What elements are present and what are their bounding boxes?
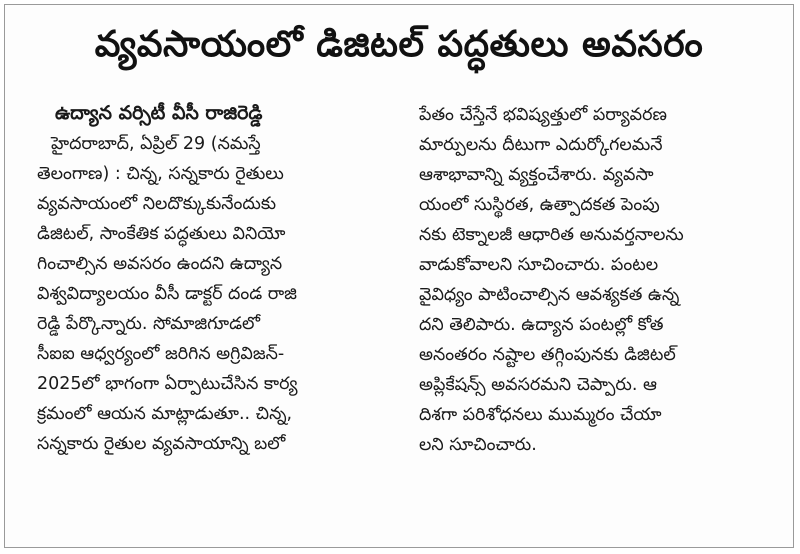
body-line: అనంతరం నష్టాల తగ్గింపునకు డిజిటల్ bbox=[419, 345, 676, 365]
body-line: సీఐఐ ఆధ్వర్యంలో జరిగిన అగ్రివిజన్- bbox=[37, 344, 285, 364]
body-line: 2025లో భాగంగా ఏర్పాటుచేసిన కార్య bbox=[37, 374, 298, 394]
body-line: ఆశాభావాన్ని వ్యక్తంచేశారు. వ్యవసా bbox=[419, 165, 654, 185]
body-line: మార్పులను దీటుగా ఎదుర్కోగలమనే bbox=[419, 135, 663, 155]
body-line: అప్లికేషన్స్ అవసరమని చెప్పారు. ఆ bbox=[419, 375, 657, 395]
byline: ఉద్యాన వర్సిటీ వీసీ రాజిరెడ్డి bbox=[55, 102, 263, 124]
headline: వ్యవసాయంలో డిజిటల్ పద్ధతులు అవసరం bbox=[94, 24, 704, 65]
body-line: హైదరాబాద్, ఏప్రిల్ 29 (నమస్తే bbox=[51, 134, 261, 154]
left-column bbox=[37, 97, 382, 459]
body-line: యంలో సుస్థిరత, ఉత్పాదకత పెంపు bbox=[419, 195, 660, 215]
body-line: పేతం చేస్తేనే భవిష్యత్తులో పర్యావరణ bbox=[419, 105, 667, 125]
body-line: వాడుకోవాలని సూచించారు. పంటల bbox=[419, 255, 659, 275]
body-line: దని తెలిపారు. ఉద్యాన పంటల్లో కోత bbox=[419, 315, 664, 335]
body-line: గించాల్సిన అవసరం ఉందని ఉద్యాన bbox=[37, 254, 283, 274]
body-line: రెడ్డి పేర్కొన్నారు. సోమాజిగూడలో bbox=[37, 314, 261, 334]
body-line: డిజిటల్, సాంకేతిక పద్ధతులు వినియో bbox=[37, 224, 286, 244]
news-clipping bbox=[4, 4, 794, 548]
body-line: దిశగా పరిశోధనలు ముమ్మరం చేయా bbox=[419, 405, 662, 425]
body-line: విశ్వవిద్యాలయం వీసీ డాక్టర్ దండ రాజి bbox=[37, 284, 297, 304]
body-line: క్రమంలో ఆయన మాట్లాడుతూ.. చిన్న, bbox=[37, 404, 293, 424]
body-line: తెలంగాణ) : చిన్న, సన్నకారు రైతులు bbox=[37, 164, 284, 184]
body-line: సన్నకారు రైతుల వ్యవసాయాన్ని బలో bbox=[37, 434, 286, 454]
body-line: నకు టెక్నాలజీ ఆధారిత అనువర్తనాలను bbox=[419, 225, 684, 245]
right-column bbox=[419, 100, 764, 460]
body-line: వ్యవసాయంలో నిలదొక్కుకునేందుకు bbox=[37, 194, 277, 214]
body-line: లని సూచించారు. bbox=[419, 435, 537, 455]
body-line: వైవిధ్యం పాటించాల్సిన ఆవశ్యకత ఉన్న bbox=[419, 285, 680, 305]
